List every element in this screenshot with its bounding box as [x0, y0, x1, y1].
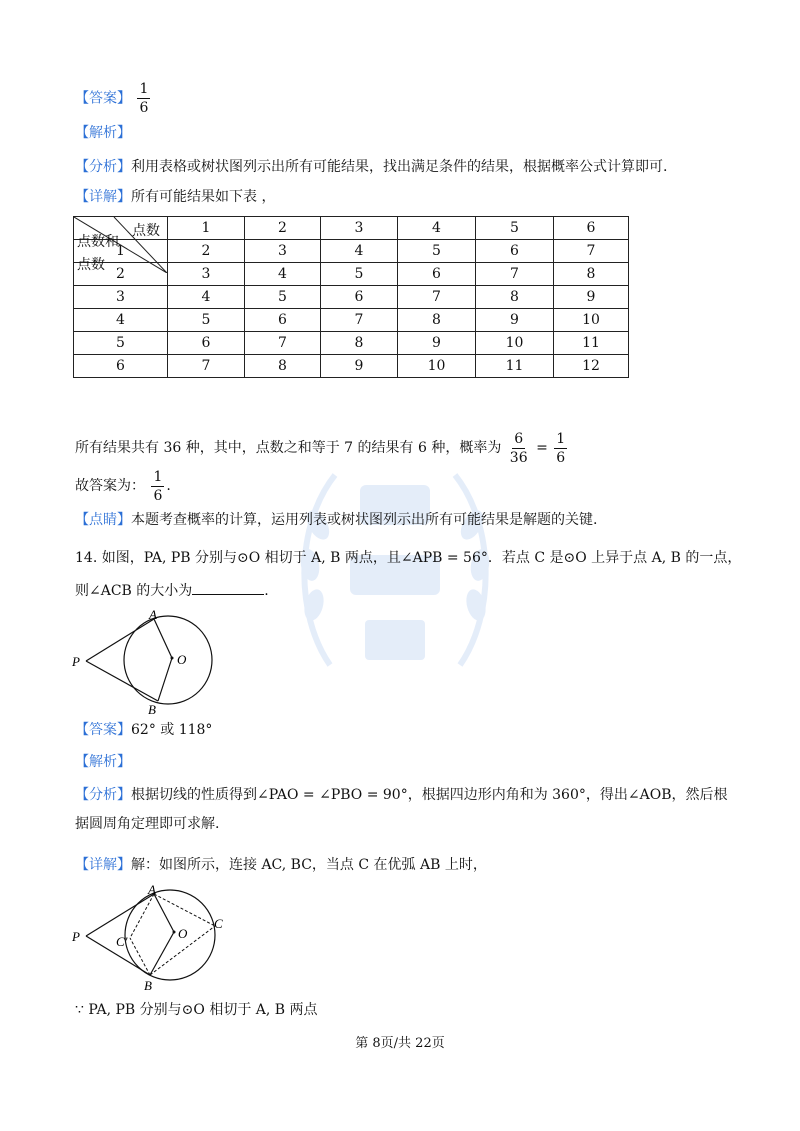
q14-xiangjie-line: 【详解】解：如图所示，连接 AC, BC，当点 C 在优弧 AB 上时，	[75, 857, 487, 873]
watermark-logo	[290, 445, 500, 695]
svg-text:A: A	[148, 882, 156, 897]
q14-answer-line: 【答案】62° 或 118°	[75, 722, 213, 738]
svg-text:O: O	[177, 652, 187, 667]
answer-line	[75, 80, 152, 117]
table-row: 2 3 4 5 6 7 8	[74, 263, 629, 286]
q14-stem-line2: 则∠ACB 的大小为 .	[75, 580, 269, 601]
svg-text:P: P	[72, 929, 80, 944]
svg-text:C: C	[214, 916, 223, 931]
result-fraction-1: $\frac{6}{36}$	[509, 430, 528, 466]
col-header: 4	[398, 217, 476, 240]
svg-text:C′: C′	[116, 934, 128, 949]
table-row: 3 4 5 6 7 8 9	[74, 286, 629, 309]
table-row: 6 7 8 9 10 11 12	[74, 355, 629, 378]
xiangjie-line: 【详解】所有可能结果如下表 ，	[75, 189, 276, 205]
conclusion-fraction: $\frac{1}{6}$	[153, 468, 163, 504]
q14-analysis-tag: 【解析】	[75, 754, 131, 770]
svg-text:P: P	[72, 654, 80, 669]
tangent-figure-1	[70, 608, 220, 716]
page-footer: 第 8页/共 22页	[355, 1036, 445, 1051]
q14-fenxi-line2: 据圆周角定理即可求解.	[75, 816, 220, 832]
col-header: 5	[476, 217, 554, 240]
q14-fenxi-line1: 【分析】根据切线的性质得到∠PAO = ∠PBO = 90°，根据四边形内角和为 360°，得出∠AOB，然后根	[75, 787, 728, 803]
table-header-row	[74, 217, 629, 240]
tangent-figure-2	[70, 880, 230, 992]
col-header: 2	[245, 217, 321, 240]
dianjing-line: 【点睛】本题考查概率的计算，运用列表或树状图列示出所有可能结果是解题的关键.	[75, 512, 598, 528]
result-line: 所有结果共有 36 种，其中，点数之和等于 7 的结果有 6 种，概率为 $\frac{6}{36}$ = $\frac{1}{6}$	[75, 430, 566, 466]
because-line: ∵ PA, PB 分别与⊙O 相切于 A, B 两点	[75, 1002, 318, 1018]
col-header: 3	[321, 217, 398, 240]
table-row: 4 5 6 7 8 9 10	[74, 309, 629, 332]
q14-stem-line1: 14. 如图，PA, PB 分别与⊙O 相切于 A, B 两点，且∠APB = 56°．若点 C 是⊙O 上异于点 A, B 的一点，	[75, 550, 742, 566]
svg-text:B: B	[148, 702, 156, 716]
table-row: 1 2 3 4 5 6 7	[74, 240, 629, 263]
col-header: 1	[168, 217, 245, 240]
result-fraction-2: $\frac{1}{6}$	[556, 430, 566, 466]
conclusion-line: 故答案为： $\frac{1}{6}$ .	[75, 468, 171, 504]
answer-fraction: $\frac{1}{6}$	[139, 81, 149, 116]
answer-blank	[192, 580, 264, 595]
table-row: 5 6 7 8 9 10 11	[74, 332, 629, 355]
col-header: 6	[554, 217, 629, 240]
analysis-tag: 【解析】	[75, 125, 131, 141]
svg-text:A: A	[149, 608, 157, 622]
answer-tag: 【答案】	[75, 90, 131, 107]
svg-text:B: B	[144, 978, 152, 992]
fenxi-line: 【分析】利用表格或树状图列示出所有可能结果，找出满足条件的结果，根据概率公式计算即可.	[75, 159, 668, 175]
svg-text:O: O	[178, 926, 188, 941]
sum-table	[73, 216, 629, 378]
table-corner-cell: 点数 点数和 点数	[74, 217, 168, 240]
